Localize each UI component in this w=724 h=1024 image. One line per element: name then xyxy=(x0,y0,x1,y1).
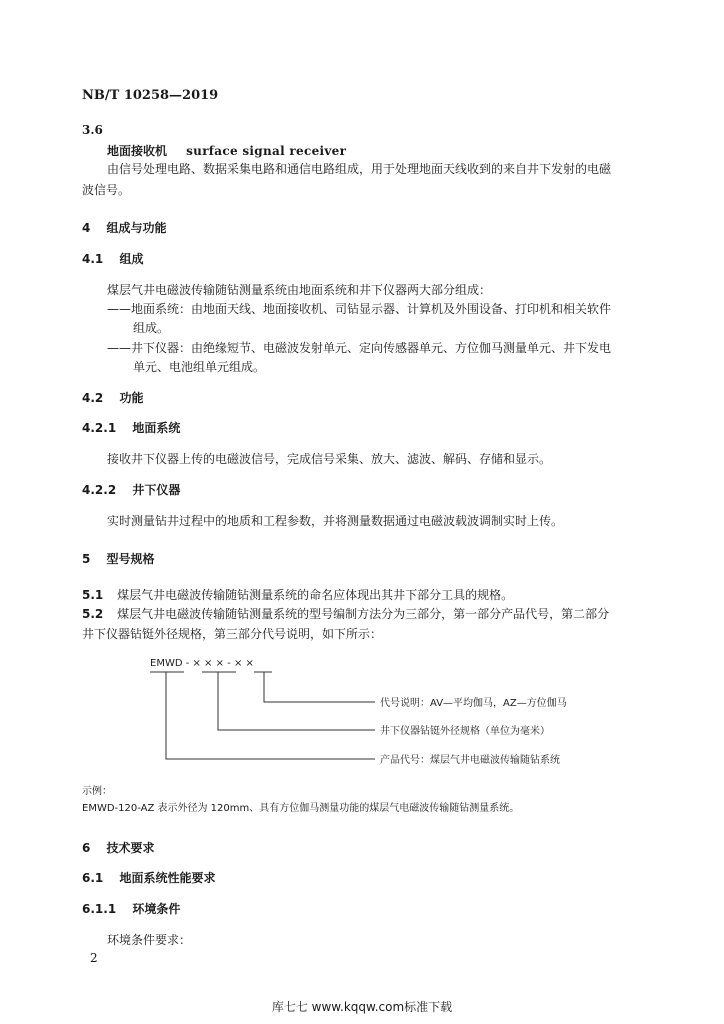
list-item-downhole-line2: 单元、电池组单元组成。 xyxy=(133,360,266,374)
section-4-2-heading xyxy=(82,389,143,406)
term-chinese: 地面接收机 xyxy=(107,144,168,158)
section-4-2-1-heading xyxy=(82,419,180,436)
section-5-2-number: 5.2 xyxy=(82,607,104,621)
list-item-surface-line1: ——地面系统：由地面天线、地面接收机、司钻显示器、计算机及外围设备、打印机和相关软件 xyxy=(107,302,612,316)
section-4-2-number: 4.2 xyxy=(82,391,104,405)
section-6-heading xyxy=(82,839,155,856)
document-code: NB/T 10258—2019 xyxy=(82,88,219,103)
section-5-1-number: 5.1 xyxy=(82,588,104,602)
section-4-heading xyxy=(82,219,167,236)
label-product-description: 产品代号：煤层气井电磁波传输随钻系统 xyxy=(380,755,560,766)
section-4-2-1-number: 4.2.1 xyxy=(82,421,117,435)
composition-intro: 煤层气井电磁波传输随钻测量系统由地面系统和井下仪器两大部分组成： xyxy=(107,283,492,297)
downhole-function-text: 实时测量钻井过程中的地质和工程参数，并将测量数据通过电磁波载波调制实时上传。 xyxy=(107,514,564,528)
list-item-downhole-line1: ——井下仪器：由绝缘短节、电磁波发射单元、定向传感器单元、方位伽马测量单元、井下发电 xyxy=(107,341,612,355)
label-size-description: 井下仪器钻铤外径规格（单位为毫米） xyxy=(380,726,550,737)
leader-code xyxy=(264,672,375,702)
section-6-1-1-heading xyxy=(82,900,180,917)
section-4-2-title: 功能 xyxy=(119,391,144,405)
leader-size xyxy=(218,672,375,730)
section-4-number: 4 xyxy=(82,221,91,235)
term-definition-line2: 波信号。 xyxy=(82,183,131,197)
section-6-1-1-title: 环境条件 xyxy=(132,902,181,916)
section-4-2-2-number: 4.2.2 xyxy=(82,483,117,497)
section-4-title: 组成与功能 xyxy=(106,221,167,235)
section-6-1-1-number: 6.1.1 xyxy=(82,902,117,916)
section-4-2-2-heading xyxy=(82,481,180,498)
model-code-template: EMWD - × × × - × × xyxy=(150,658,254,669)
label-code-description: 代号说明：AV—平均伽马，AZ—方位伽马 xyxy=(380,698,567,709)
footer-watermark: 库七七 www.kqqw.com标准下载 xyxy=(271,1000,453,1014)
list-item-surface-line2: 组成。 xyxy=(133,321,170,335)
term-english: surface signal receiver xyxy=(186,144,347,158)
section-6-1-number: 6.1 xyxy=(82,871,104,885)
model-code-diagram xyxy=(150,655,620,770)
section-5-title: 型号规格 xyxy=(106,552,155,566)
section-5-2-line1 xyxy=(82,605,609,622)
term-entry xyxy=(107,140,346,159)
section-5-1 xyxy=(82,586,513,603)
example-text: EMWD-120-AZ 表示外径为 120mm、具有方位伽马测量功能的煤层气电磁波传输随钻测量系统。 xyxy=(82,803,520,814)
section-4-1-number: 4.1 xyxy=(82,252,104,266)
section-4-2-1-title: 地面系统 xyxy=(132,421,181,435)
section-6-1-heading xyxy=(82,869,215,886)
section-5-heading xyxy=(82,550,155,567)
section-6-number: 6 xyxy=(82,841,91,855)
term-definition-line1: 由信号处理电路、数据采集电路和通信电路组成，用于处理地面天线收到的来自井下发射的电磁 xyxy=(107,162,612,176)
section-4-2-2-title: 井下仪器 xyxy=(132,483,181,497)
example-label: 示例： xyxy=(82,786,112,797)
section-5-2-line2: 井下仪器钻铤外径规格，第三部分代号说明，如下所示： xyxy=(82,627,383,641)
section-6-title: 技术要求 xyxy=(106,841,155,855)
environment-requirements-text: 环境条件要求： xyxy=(107,933,192,947)
section-4-1-title: 组成 xyxy=(119,252,144,266)
section-5-1-text: 煤层气井电磁波传输随钻测量系统的命名应体现出其井下部分工具的规格。 xyxy=(117,588,514,602)
section-5-2-text: 煤层气井电磁波传输随钻测量系统的型号编制方法分为三部分，第一部分产品代号，第二部分 xyxy=(117,607,610,621)
section-6-1-title: 地面系统性能要求 xyxy=(119,871,216,885)
section-3-6-number: 3.6 xyxy=(82,123,103,137)
page-number: 2 xyxy=(90,951,98,965)
leader-product xyxy=(166,672,375,759)
section-5-number: 5 xyxy=(82,552,91,566)
section-4-1-heading xyxy=(82,250,143,267)
surface-function-text: 接收井下仪器上传的电磁波信号，完成信号采集、放大、滤波、解码、存储和显示。 xyxy=(107,452,552,466)
